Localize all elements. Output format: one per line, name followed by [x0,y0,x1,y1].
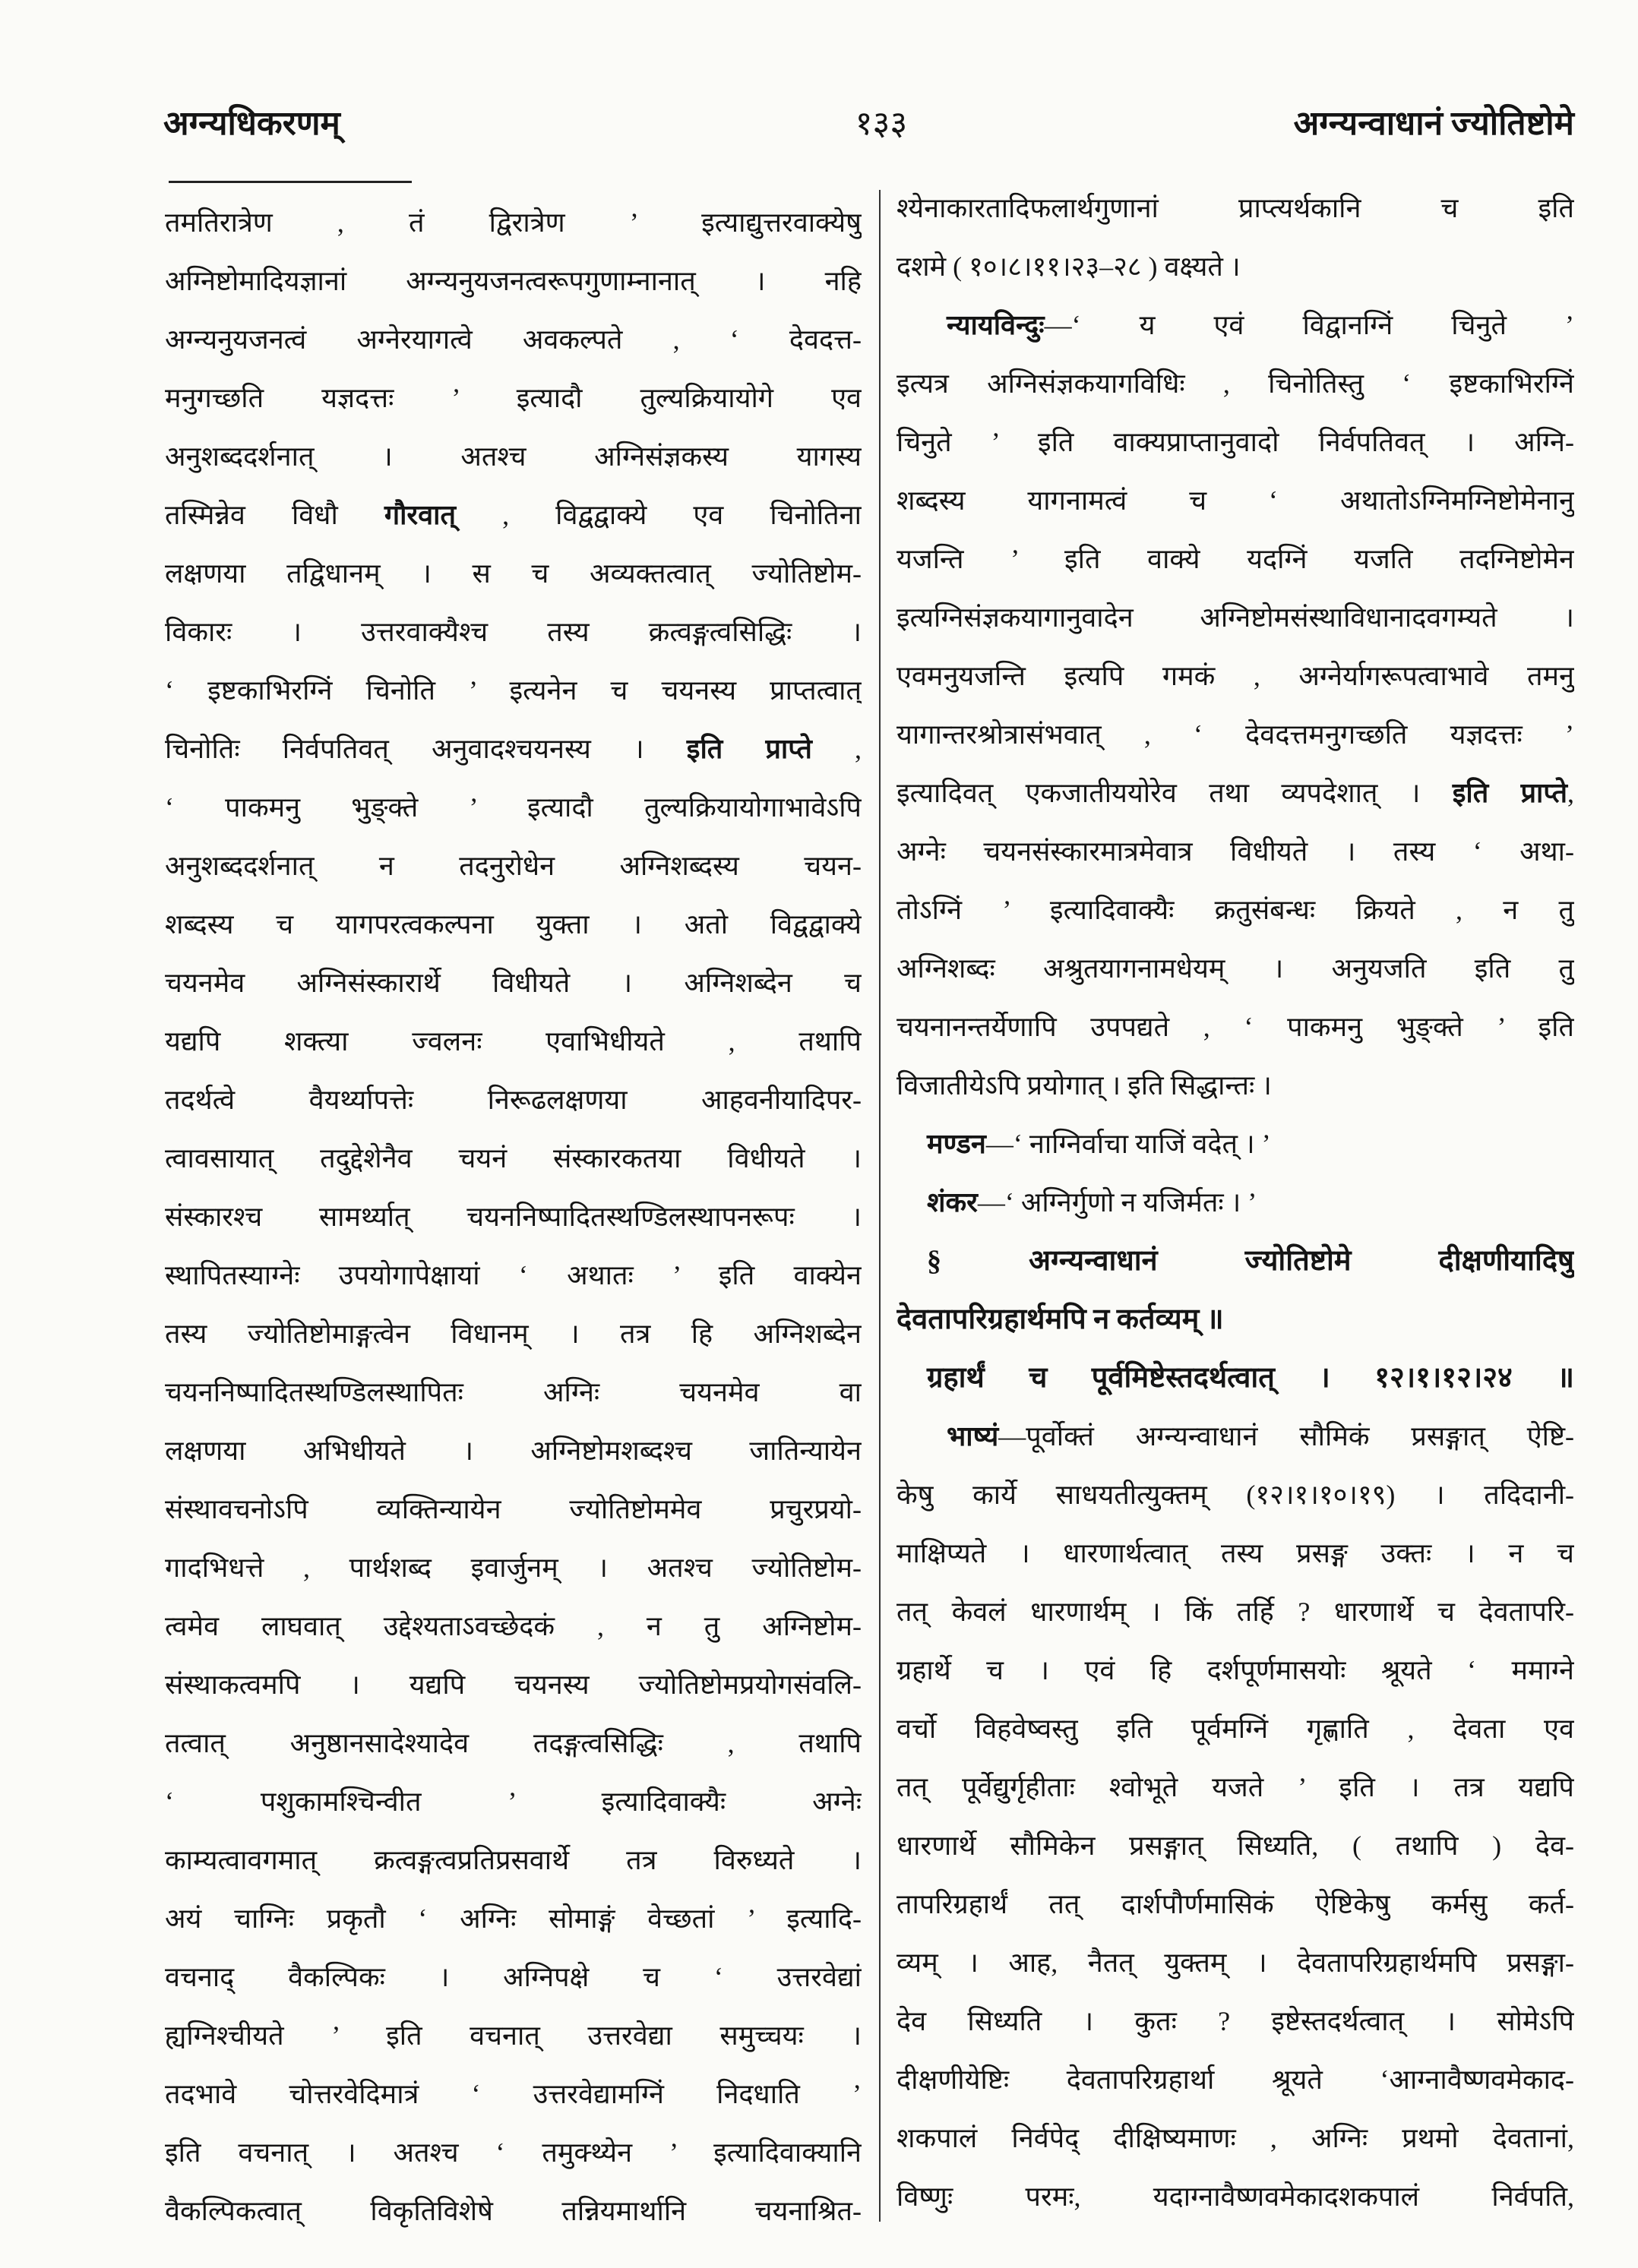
text-span: एवमनुयजन्ति इत्यपि गमकं , अग्नेर्यागरूपत्वाभावे तमनु [896,661,1574,691]
left-column-line [165,1422,862,1480]
column-divider [879,190,881,2222]
left-column-line [165,194,862,252]
running-head-left: अग्न्यधिकरणम् [163,105,340,142]
text-span: व्यम् । आह, नैतत् युक्तम् । देवतापरिग्रहार्थमपि प्रसङ्गा- [896,1947,1574,1978]
text-span: अनुशब्ददर्शनात् न तदनुरोधेन अग्निशब्दस्य चयन- [165,851,862,881]
left-column-line [165,720,862,779]
bold-text: भाष्यं [947,1421,999,1451]
left-column-line [165,2124,862,2182]
text-span: स्थापितस्याग्नेः उपयोगापेक्षायां ‘ अथातः ’ इति वाक्येन [165,1260,862,1290]
left-column-line [165,1129,862,1188]
right-column-line [896,179,1574,238]
right-column-line [896,1173,1574,1232]
text-span: वचनाद् वैकल्पिकः । अग्निपक्षे च ‘ उत्तरवेद्यां [165,1962,862,1992]
left-column-line [165,837,862,896]
right-column-line [896,1875,1574,1934]
text-span: —‘ नाग्निर्वाचा याजिं वदेत् । ’ [985,1129,1271,1159]
header-rule [169,181,412,183]
right-column-line [896,1290,1574,1349]
right-column-line [896,296,1574,355]
text-span: दशमे ( १०।८।११।२३–२८ ) वक्ष्यते । [896,251,1241,282]
right-column-line [896,1407,1574,1466]
text-span: ह्यग्निश्चीयते ’ इति वचनात् उत्तरवेद्या समुच्चयः । [165,2020,862,2051]
left-column-line [165,1071,862,1129]
text-span: तापरिग्रहार्थं तत् दार्शपौर्णमासिकं ऐष्टिकेषु कर्मसु कर्त- [896,1889,1574,1919]
text-span: यद्यपि शक्त्या ज्वलनः एवाभिधीयते , तथापि [165,1026,862,1057]
right-column-line [896,2051,1574,2109]
text-span: इति वचनात् । अतश्च ‘ तमुक्थ्येन ’ इत्यादिवाक्यानि [165,2137,862,2168]
left-column-line [165,1305,862,1363]
text-span: लक्षणया अभिधीयते । अग्निष्टोमशब्दश्च जातिन्यायेन [165,1436,862,1466]
text-span: तमतिरात्रेण , तं द्विरात्रेण ’ इत्याद्युत्तरवाक्येषु [165,207,862,238]
text-span: , विद्वद्वाक्ये एव चिनोतिना [456,500,862,530]
text-span: विकारः । उत्तरवाक्यैश्च तस्य क्रत्वङ्गत्वसिद्धिः । [165,617,862,647]
text-span: चिनुते ’ इति वाक्यप्राप्तानुवादो निर्वपतिवत् । अग्नि- [896,427,1574,457]
right-column-line [896,1583,1574,1641]
text-span: ग्रहार्थे च । एवं हि दर्शपूर्णमासयोः श्रूयते ‘ ममाग्ने [896,1655,1574,1685]
text-span: लक्षणया तद्विधानम् । स च अव्यक्तत्वात् ज्योतिष्टोम- [165,558,862,589]
left-column-line [165,1480,862,1539]
left-column-line [165,896,862,954]
text-span: त्वावसायात् तदुद्देशेनैव चयनं संस्कारकतया विधीयते । [165,1143,862,1173]
left-column-line [165,603,862,662]
left-column-line [165,2182,862,2241]
right-column-line [896,881,1574,940]
right-column-line [896,413,1574,472]
text-span: वैकल्पिकत्वात् विकृतिविशेषे तन्नियमार्थानि चयनाश्रित- [165,2196,862,2226]
right-column-line [896,940,1574,998]
text-span: तोऽग्निं ’ इत्यादिवाक्यैः क्रतुसंबन्धः क्रियते , न तु [896,895,1574,925]
text-span: —‘ य एवं विद्वानग्निं चिनुते ’ [1044,310,1574,340]
text-span: शब्दस्य यागनामत्वं च ‘ अथातोऽग्निमग्निष्टोमेनानु [896,485,1574,516]
left-column-line [165,954,862,1012]
right-column-line [896,1057,1574,1115]
right-column-line [896,1641,1574,1700]
text-span: —पूर्वोक्तं अग्न्यन्वाधानं सौमिकं प्रसङ्गात् ऐष्टि- [998,1421,1574,1451]
text-span: —‘ अग्निर्गुणो न यजिर्मतः । ’ [977,1187,1257,1218]
text-span: तदर्थत्वे वैयर्थ्यापत्तेः निरूढलक्षणया आहवनीयादिपर- [165,1085,862,1115]
text-span: संस्थाकत्वमपि । यद्यपि चयनस्य ज्योतिष्टोमप्रयोगसंवलि- [165,1669,862,1700]
text-span: विष्णुः परमः, यदाग्नावैष्णवमेकादशकपालं निर्वपति, [896,2181,1574,2212]
bold-text: शंकर [927,1187,978,1218]
text-span: इत्यादिवत् एकजातीययोरेव तथा व्यपदेशात् । [896,778,1453,808]
text-span: शकपालं निर्वपेद् दीक्षिष्यमाणः , अग्निः प्रथमो देवतानां, [896,2123,1574,2153]
text-span: अग्निष्टोमादियज्ञानां अग्न्यनुयजनत्वरूपगुणाम्नानात् । नहि [165,266,862,296]
right-column-line [896,1817,1574,1875]
left-column-line [165,252,862,311]
text-span: इत्यत्र अग्निसंज्ञकयागविधिः , चिनोतिस्तु ‘ इष्टकाभिरग्निं [896,368,1574,399]
left-column-line [165,779,862,837]
bold-text: इति प्राप्ते [1452,778,1567,808]
right-column-line [896,764,1574,823]
right-column-line [896,1349,1574,1407]
right-column-line [896,238,1574,296]
left-column-line [165,1831,862,1890]
right-column-line [896,589,1574,647]
text-span: अनुशब्ददर्शनात् । अतश्च अग्निसंज्ञकस्य यागस्य [165,441,862,472]
left-column-line [165,2007,862,2065]
left-column-line [165,1539,862,1597]
right-column-line [896,355,1574,413]
text-span: केषु कार्ये साधयतीत्युक्तम् (१२।१।१०।१९) । तदिदानी- [896,1480,1574,1510]
right-column-line [896,1700,1574,1758]
text-span: चयननिष्पादितस्थण्डिलस्थापितः अग्निः चयनमेव वा [165,1377,862,1407]
right-column-line [896,1466,1574,1524]
right-column-line [896,1992,1574,2051]
bold-text: § अग्न्यन्वाधानं ज्योतिष्टोमे दीक्षणीयादिषु [927,1245,1574,1277]
text-span: माक्षिप्यते । धारणार्थत्वात् तस्य प्रसङ्ग उक्तः । न च [896,1538,1574,1568]
left-column [165,194,862,2241]
text-span: ‘ इष्टकाभिरग्निं चिनोति ’ इत्यनेन च चयनस्य प्राप्तत्वात् [165,675,862,706]
left-column-line [165,1656,862,1714]
text-span: ‘ पाकमनु भुङ्क्ते ’ इत्यादौ तुल्यक्रियायोगाभावेऽपि [165,792,862,823]
text-span: विजातीयेऽपि प्रयोगात् । इति सिद्धान्तः । [896,1070,1272,1101]
text-span: इत्यग्निसंज्ञकयागानुवादेन अग्निष्टोमसंस्थाविधानादवगम्यते । [896,602,1574,633]
right-column-line [896,823,1574,881]
text-span: तत् केवलं धारणार्थम् । किं तर्हि ? धारणार्थे च देवतापरि- [896,1597,1574,1627]
left-column-line [165,1714,862,1773]
text-span: यागान्तरश्रोत्रासंभवात् , ‘ देवदत्तमनुगच्छति यज्ञदत्तः ’ [896,719,1574,750]
left-column-line [165,1363,862,1422]
right-column-line [896,530,1574,589]
bold-text: देवतापरिग्रहार्थमपि न कर्तव्यम् ॥ [896,1303,1224,1335]
text-span: , [1567,778,1574,808]
bold-text: गौरवात् [384,500,457,530]
right-column-line [896,2109,1574,2168]
bold-text: न्यायविन्दुः [947,310,1045,340]
running-head-right: अग्न्यन्वाधानं ज्योतिष्टोमे [1293,105,1574,142]
text-span: तदभावे चोत्तरवेदिमात्रं ‘ उत्तरवेद्यामग्निं निदधाति ’ [165,2079,862,2109]
page-number: १३३ [855,105,908,142]
text-span: शब्दस्य च यागपरत्वकल्पना युक्ता । अतो विद्वद्वाक्ये [165,909,862,940]
left-column-line [165,428,862,486]
text-span: ‘ पशुकामश्चिन्वीत ’ इत्यादिवाक्यैः अग्नेः [165,1786,862,1817]
left-column-line [165,662,862,720]
right-column-line [896,1232,1574,1290]
text-span: अग्निशब्दः अश्रुतयागनामधेयम् । अनुयजति इति तु [896,953,1574,984]
right-column-line [896,1524,1574,1583]
text-span: तस्य ज्योतिष्टोमाङ्गत्वेन विधानम् । तत्र हि अग्निशब्देन [165,1319,862,1349]
text-span: तत् पूर्वेद्युर्गृहीताः श्वोभूते यजते ’ इति । तत्र यद्यपि [896,1772,1574,1802]
text-span: त्वमेव लाघवात् उद्देश्यताऽवच्छेदकं , न तु अग्निष्टोम- [165,1611,862,1641]
text-span: श्येनाकारतादिफलार्थगुणानां प्राप्त्यर्थकानि च इति [896,193,1574,223]
left-column-line [165,1597,862,1656]
text-span: चयनानन्तर्येणापि उपपद्यते , ‘ पाकमनु भुङ्क्ते ’ इति [896,1012,1574,1042]
text-span: तत्वात् अनुष्ठानसादेश्यादेव तदङ्गत्वसिद्धिः , तथापि [165,1728,862,1758]
left-column-line [165,1012,862,1071]
text-span: चयनमेव अग्निसंस्कारार्थे विधीयते । अग्निशब्देन च [165,968,862,998]
right-column-line [896,1115,1574,1173]
left-column-line [165,1188,862,1246]
bold-text: मण्डन [927,1129,986,1159]
text-span: यजन्ति ’ इति वाक्ये यदग्निं यजति तदग्निष्टोमेन [896,544,1574,574]
right-column [896,179,1574,2226]
right-column-line [896,1934,1574,1992]
text-span: , [811,734,862,764]
text-span: तस्मिन्नेव विधौ [165,500,384,530]
right-column-line [896,2168,1574,2226]
right-column-line [896,706,1574,764]
bold-text: इति प्राप्ते [686,734,812,764]
text-span: वर्चो विहवेष्वस्तु इति पूर्वमग्निं गृह्णाति , देवता एव [896,1714,1574,1744]
text-span: संस्कारश्च सामर्थ्यात् चयननिष्पादितस्थण्डिलस्थापनरूपः । [165,1202,862,1232]
left-column-line [165,1246,862,1305]
text-span: धारणार्थे सौमिकेन प्रसङ्गात् सिध्यति, ( तथापि ) देव- [896,1831,1574,1861]
right-column-line [896,998,1574,1057]
left-column-line [165,1773,862,1831]
left-column-line [165,486,862,545]
text-span: अग्नेः चयनसंस्कारमात्रमेवात्र विधीयते । तस्य ‘ अथा- [896,836,1574,867]
text-span: गादभिधत्ते , पार्थशब्द इवार्जुनम् । अतश्च ज्योतिष्टोम- [165,1553,862,1583]
right-column-line [896,647,1574,706]
left-column-line [165,2065,862,2124]
left-column-line [165,1890,862,1948]
left-column-line [165,311,862,369]
right-column-line [896,1758,1574,1817]
text-span: देव सिध्यति । कुतः ? इष्टेस्तदर्थत्वात् । सोमेऽपि [896,2006,1574,2036]
bold-text: ग्रहार्थं च पूर्वमिष्टेस्तदर्थत्वात् । १२।१।१२।२४ ॥ [927,1362,1574,1394]
text-span: चिनोतिः निर्वपतिवत् अनुवादश्चयनस्य । [165,734,687,764]
right-column-line [896,472,1574,530]
text-span: अयं चाग्निः प्रकृतौ ‘ अग्निः सोमाङ्गं वेच्छतां ’ इत्यादि- [165,1903,862,1934]
left-column-line [165,1948,862,2007]
left-column-line [165,369,862,428]
text-span: दीक्षणीयेष्टिः देवतापरिग्रहार्था श्रूयते ‘आग्नावैष्णवमेकाद- [896,2064,1574,2095]
text-span: मनुगच्छति यज्ञदत्तः ’ इत्यादौ तुल्यक्रियायोगे एव [165,383,862,413]
text-span: अग्न्यनुयजनत्वं अग्नेरयागत्वे अवकल्पते , ‘ देवदत्त- [165,324,862,355]
text-span: काम्यत्वावगमात् क्रत्वङ्गत्वप्रतिप्रसवार्थे तत्र विरुध्यते । [165,1845,862,1875]
left-column-line [165,545,862,603]
text-span: संस्थावचनोऽपि व्यक्तिन्यायेन ज्योतिष्टोममेव प्रचुरप्रयो- [165,1494,862,1524]
